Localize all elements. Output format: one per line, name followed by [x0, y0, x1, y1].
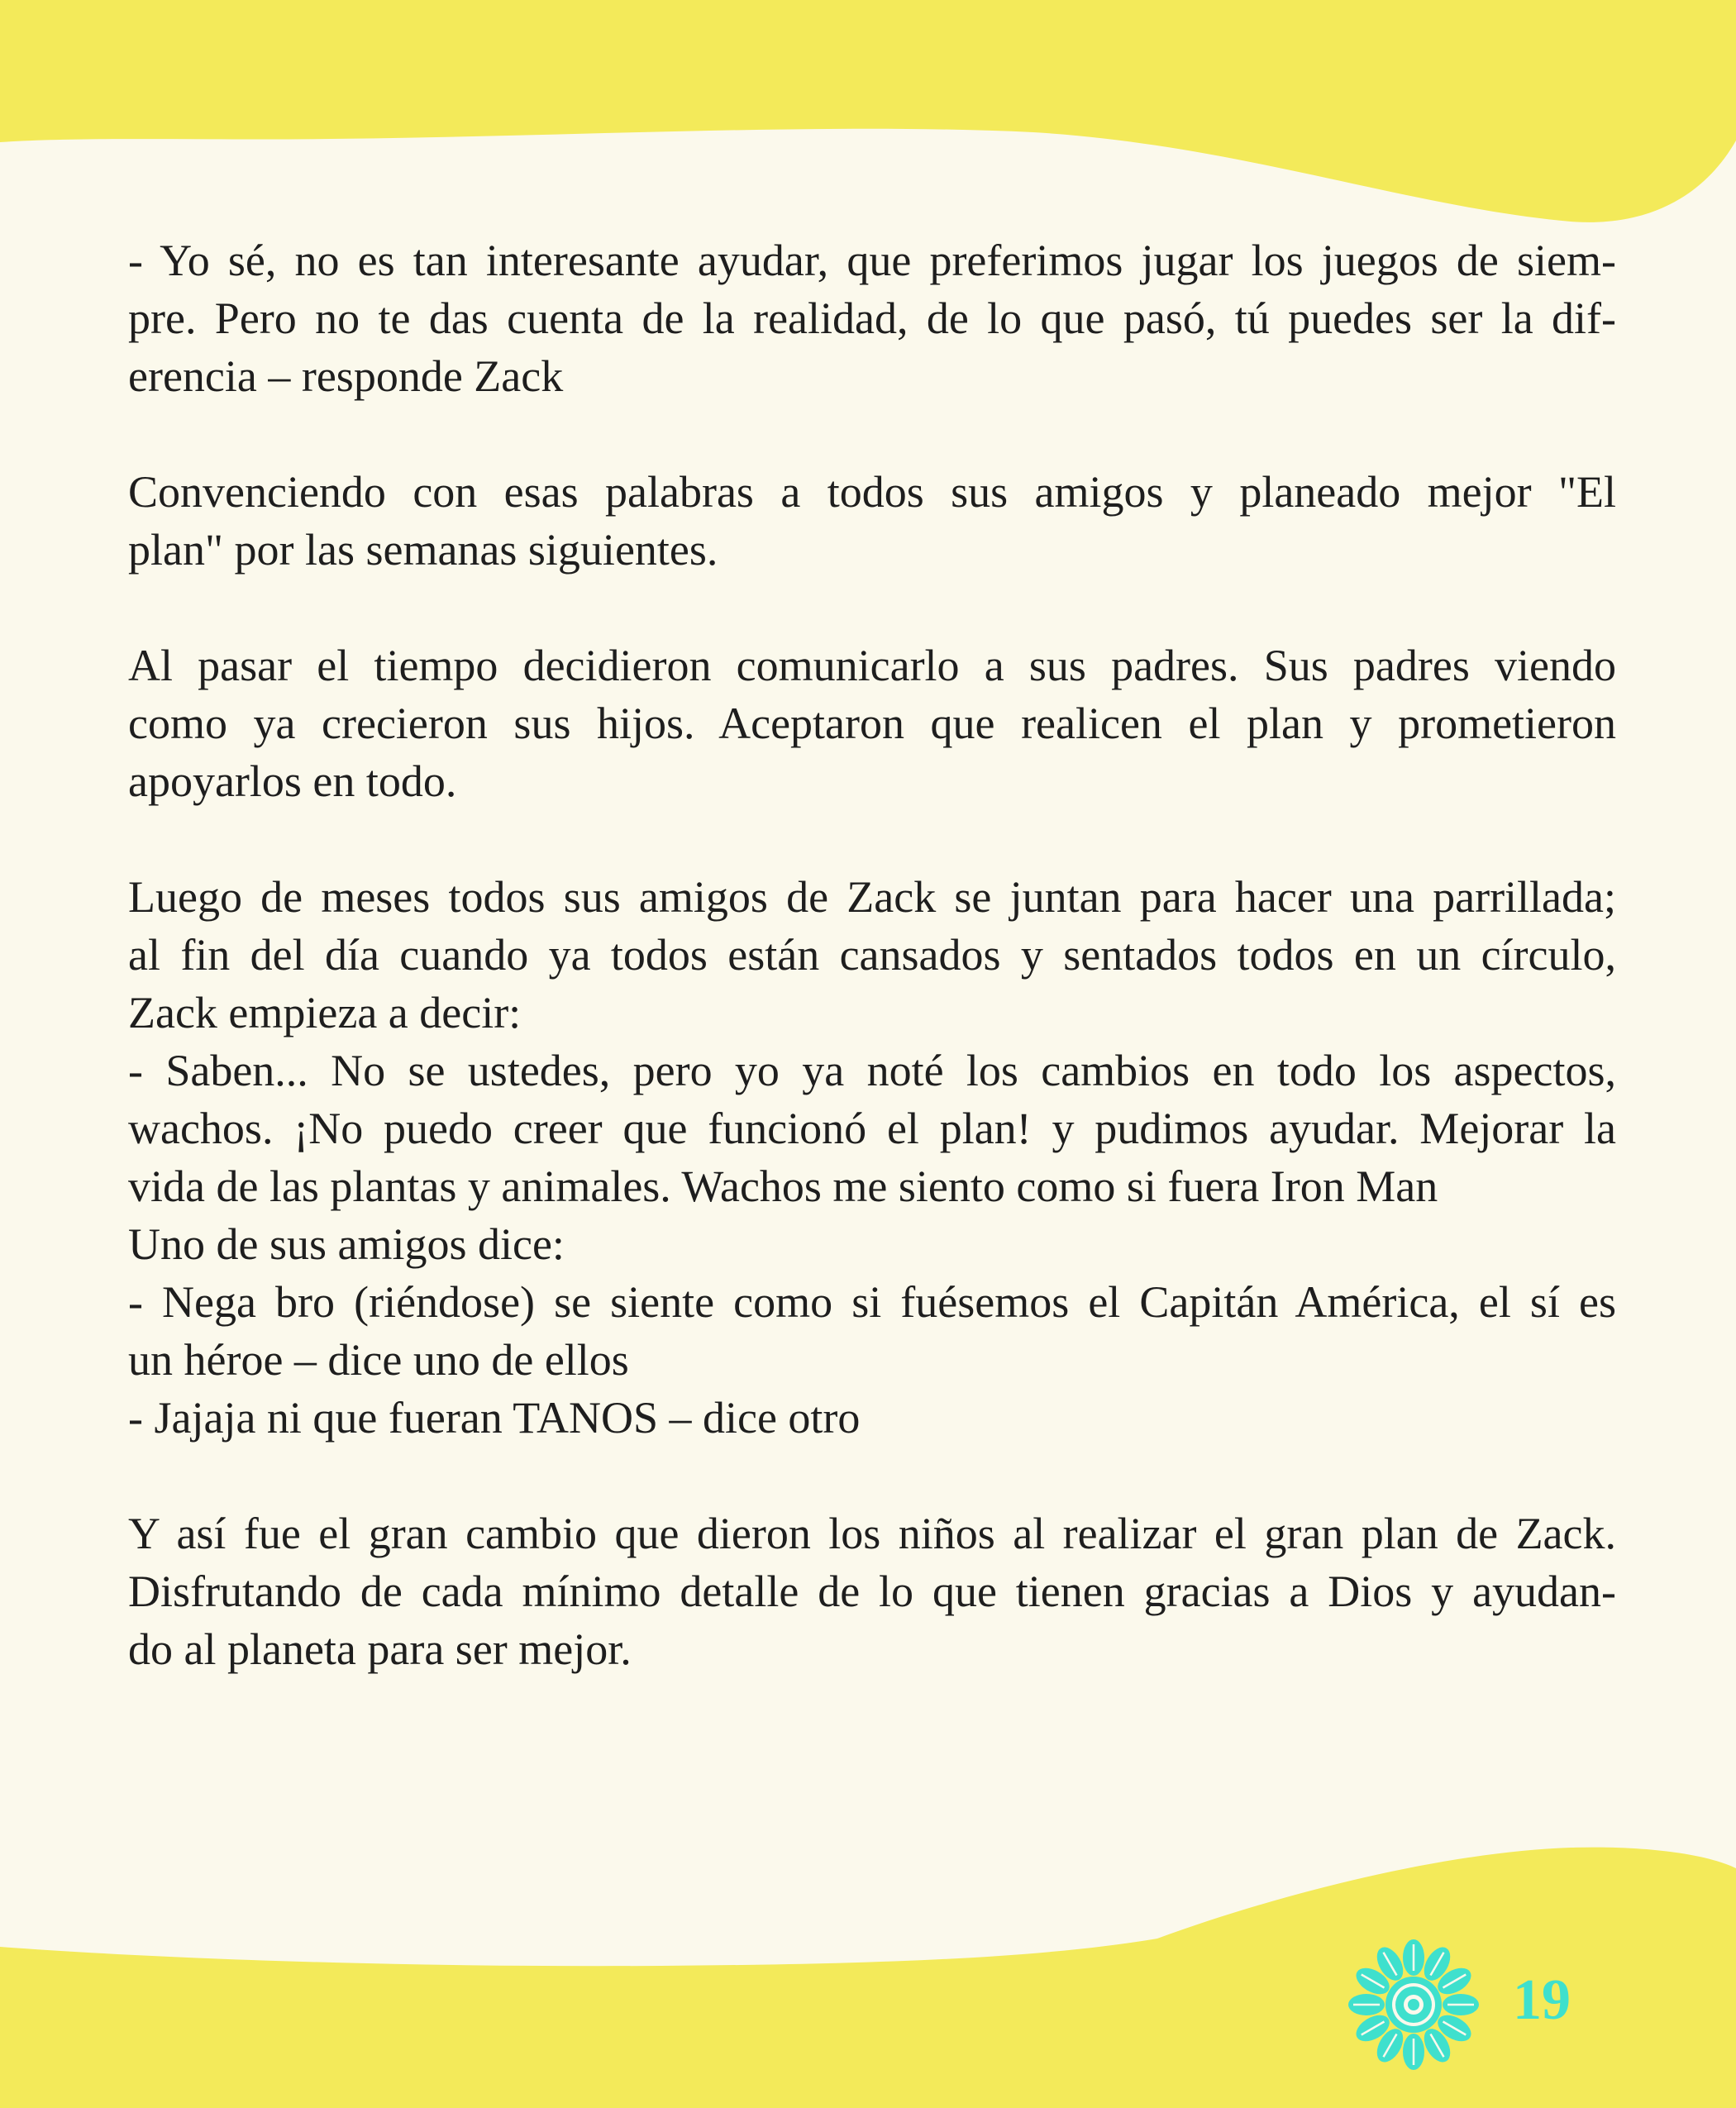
paragraph-barbecue	[128, 868, 1616, 1447]
story-text	[128, 231, 1616, 1736]
paragraph-parents	[128, 637, 1616, 810]
page-footer	[1343, 1934, 1608, 2075]
text-line: Y así fue el gran cambio que dieron los niños al realizar el gran plan de Zack.	[128, 1509, 1616, 1558]
text-line: vida de las plantas y animales. Wachos me siento como si fuera Iron Man	[128, 1161, 1438, 1211]
text-line: - Nega bro (riéndose) se siente como si fuésemos el Capitán América, el sí es	[128, 1277, 1616, 1327]
text-line: - Jajaja ni que fueran TANOS – dice otro	[128, 1393, 861, 1443]
paragraph-convincing	[128, 463, 1616, 579]
text-line: Zack empieza a decir:	[128, 988, 522, 1037]
text-line: al fin del día cuando ya todos están cansados y sentados todos en un círculo,	[128, 930, 1616, 980]
sun-flower-icon	[1343, 1934, 1484, 2075]
text-line: plan" por las semanas siguientes.	[128, 525, 718, 575]
text-line: erencia – responde Zack	[128, 351, 564, 401]
paragraph-ending	[128, 1505, 1616, 1678]
top-wave-decoration	[0, 0, 1736, 248]
text-line: apoyarlos en todo.	[128, 756, 457, 806]
text-line: Al pasar el tiempo decidieron comunicarlo a sus padres. Sus padres viendo	[128, 641, 1616, 690]
text-line: Uno de sus amigos dice:	[128, 1219, 565, 1269]
text-line: - Yo sé, no es tan interesante ayudar, que preferimos jugar los juegos de siem-	[128, 236, 1616, 285]
text-line: Luego de meses todos sus amigos de Zack se juntan para hacer una parrillada;	[128, 872, 1616, 922]
text-line: Convenciendo con esas palabras a todos sus amigos y planeado mejor "El	[128, 467, 1616, 517]
paragraph-zack-reply	[128, 231, 1616, 405]
text-line: como ya crecieron sus hijos. Aceptaron que realicen el plan y prometieron	[128, 699, 1616, 748]
text-line: Disfrutando de cada mínimo detalle de lo que tienen gracias a Dios y ayudan-	[128, 1567, 1616, 1616]
text-line: do al planeta para ser mejor.	[128, 1624, 632, 1674]
text-line: un héroe – dice uno de ellos	[128, 1335, 629, 1385]
text-line: wachos. ¡No puedo creer que funcionó el plan! y pudimos ayudar. Mejorar la	[128, 1104, 1616, 1153]
page-number: 19	[1513, 1968, 1571, 2032]
text-line: pre. Pero no te das cuenta de la realidad, de lo que pasó, tú puedes ser la dif-	[128, 293, 1616, 343]
text-line: - Saben... No se ustedes, pero yo ya noté los cambios en todo los aspectos,	[128, 1046, 1616, 1095]
